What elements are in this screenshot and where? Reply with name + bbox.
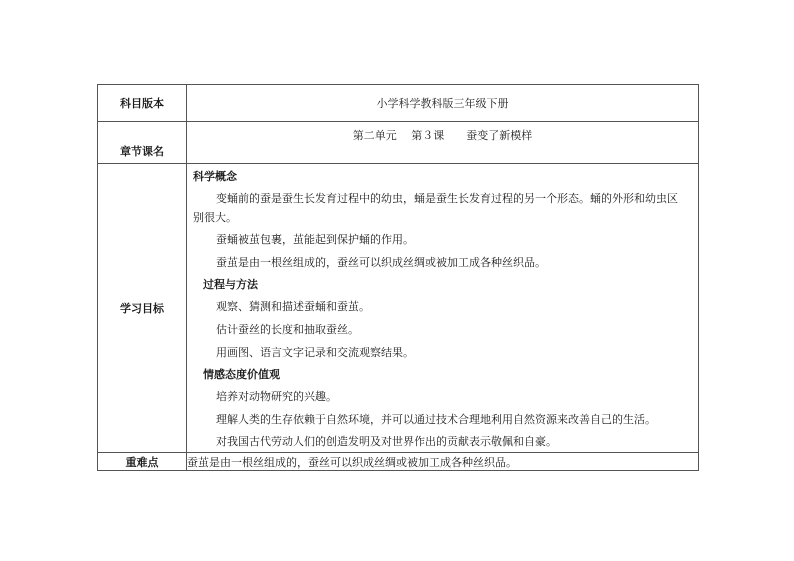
- attitude-heading: 情感态度价值观: [203, 368, 280, 381]
- key-label: 重难点: [98, 453, 187, 471]
- concept-heading: 科学概念: [193, 170, 237, 183]
- goals-cell: [187, 164, 699, 453]
- goals-label: 学习目标: [98, 164, 187, 453]
- goals-row: [98, 164, 699, 453]
- attitude-item: 理解人类的生存依赖于自然环境，并可以通过技术合理地利用自然资源来改善自己的生活。: [216, 413, 656, 426]
- lesson-plan-table: [97, 84, 699, 471]
- attitude-item: 培养对动物研究的兴趣。: [216, 390, 337, 403]
- concept-item: 别很大。: [193, 211, 237, 224]
- concept-item: 蚕蛹被茧包裹，茧能起到保护蛹的作用。: [216, 233, 414, 246]
- process-heading: 过程与方法: [203, 278, 258, 291]
- key-value: 蚕茧是由一根丝组成的，蚕丝可以织成丝绸或被加工成各种丝织品。: [187, 453, 699, 471]
- chapter-row: [98, 122, 699, 164]
- key-row: [98, 453, 699, 471]
- chapter-label: 章节课名: [98, 122, 187, 164]
- concept-item: 蚕茧是由一根丝组成的，蚕丝可以织成丝绸或被加工成各种丝织品。: [216, 256, 546, 269]
- attitude-item: 对我国古代劳动人们的创造发明及对世界作出的贡献表示敬佩和自豪。: [216, 435, 557, 448]
- process-item: 估计蚕丝的长度和抽取蚕丝。: [216, 323, 359, 336]
- goals-content: [187, 164, 698, 452]
- subject-label: 科目版本: [98, 85, 187, 122]
- subject-row: [98, 85, 699, 122]
- process-item: 观察、猜测和描述蚕蛹和蚕茧。: [216, 300, 370, 313]
- chapter-value: 第二单元 第３课 蚕变了新模样: [187, 122, 699, 164]
- process-item: 用画图、语言文字记录和交流观察结果。: [216, 346, 414, 359]
- subject-value: 小学科学教科版三年级下册: [187, 85, 699, 122]
- concept-item: 变蛹前的蚕是蚕生长发育过程中的幼虫，蛹是蚕生长发育过程的另一个形态。蛹的外形和幼虫区: [216, 192, 678, 205]
